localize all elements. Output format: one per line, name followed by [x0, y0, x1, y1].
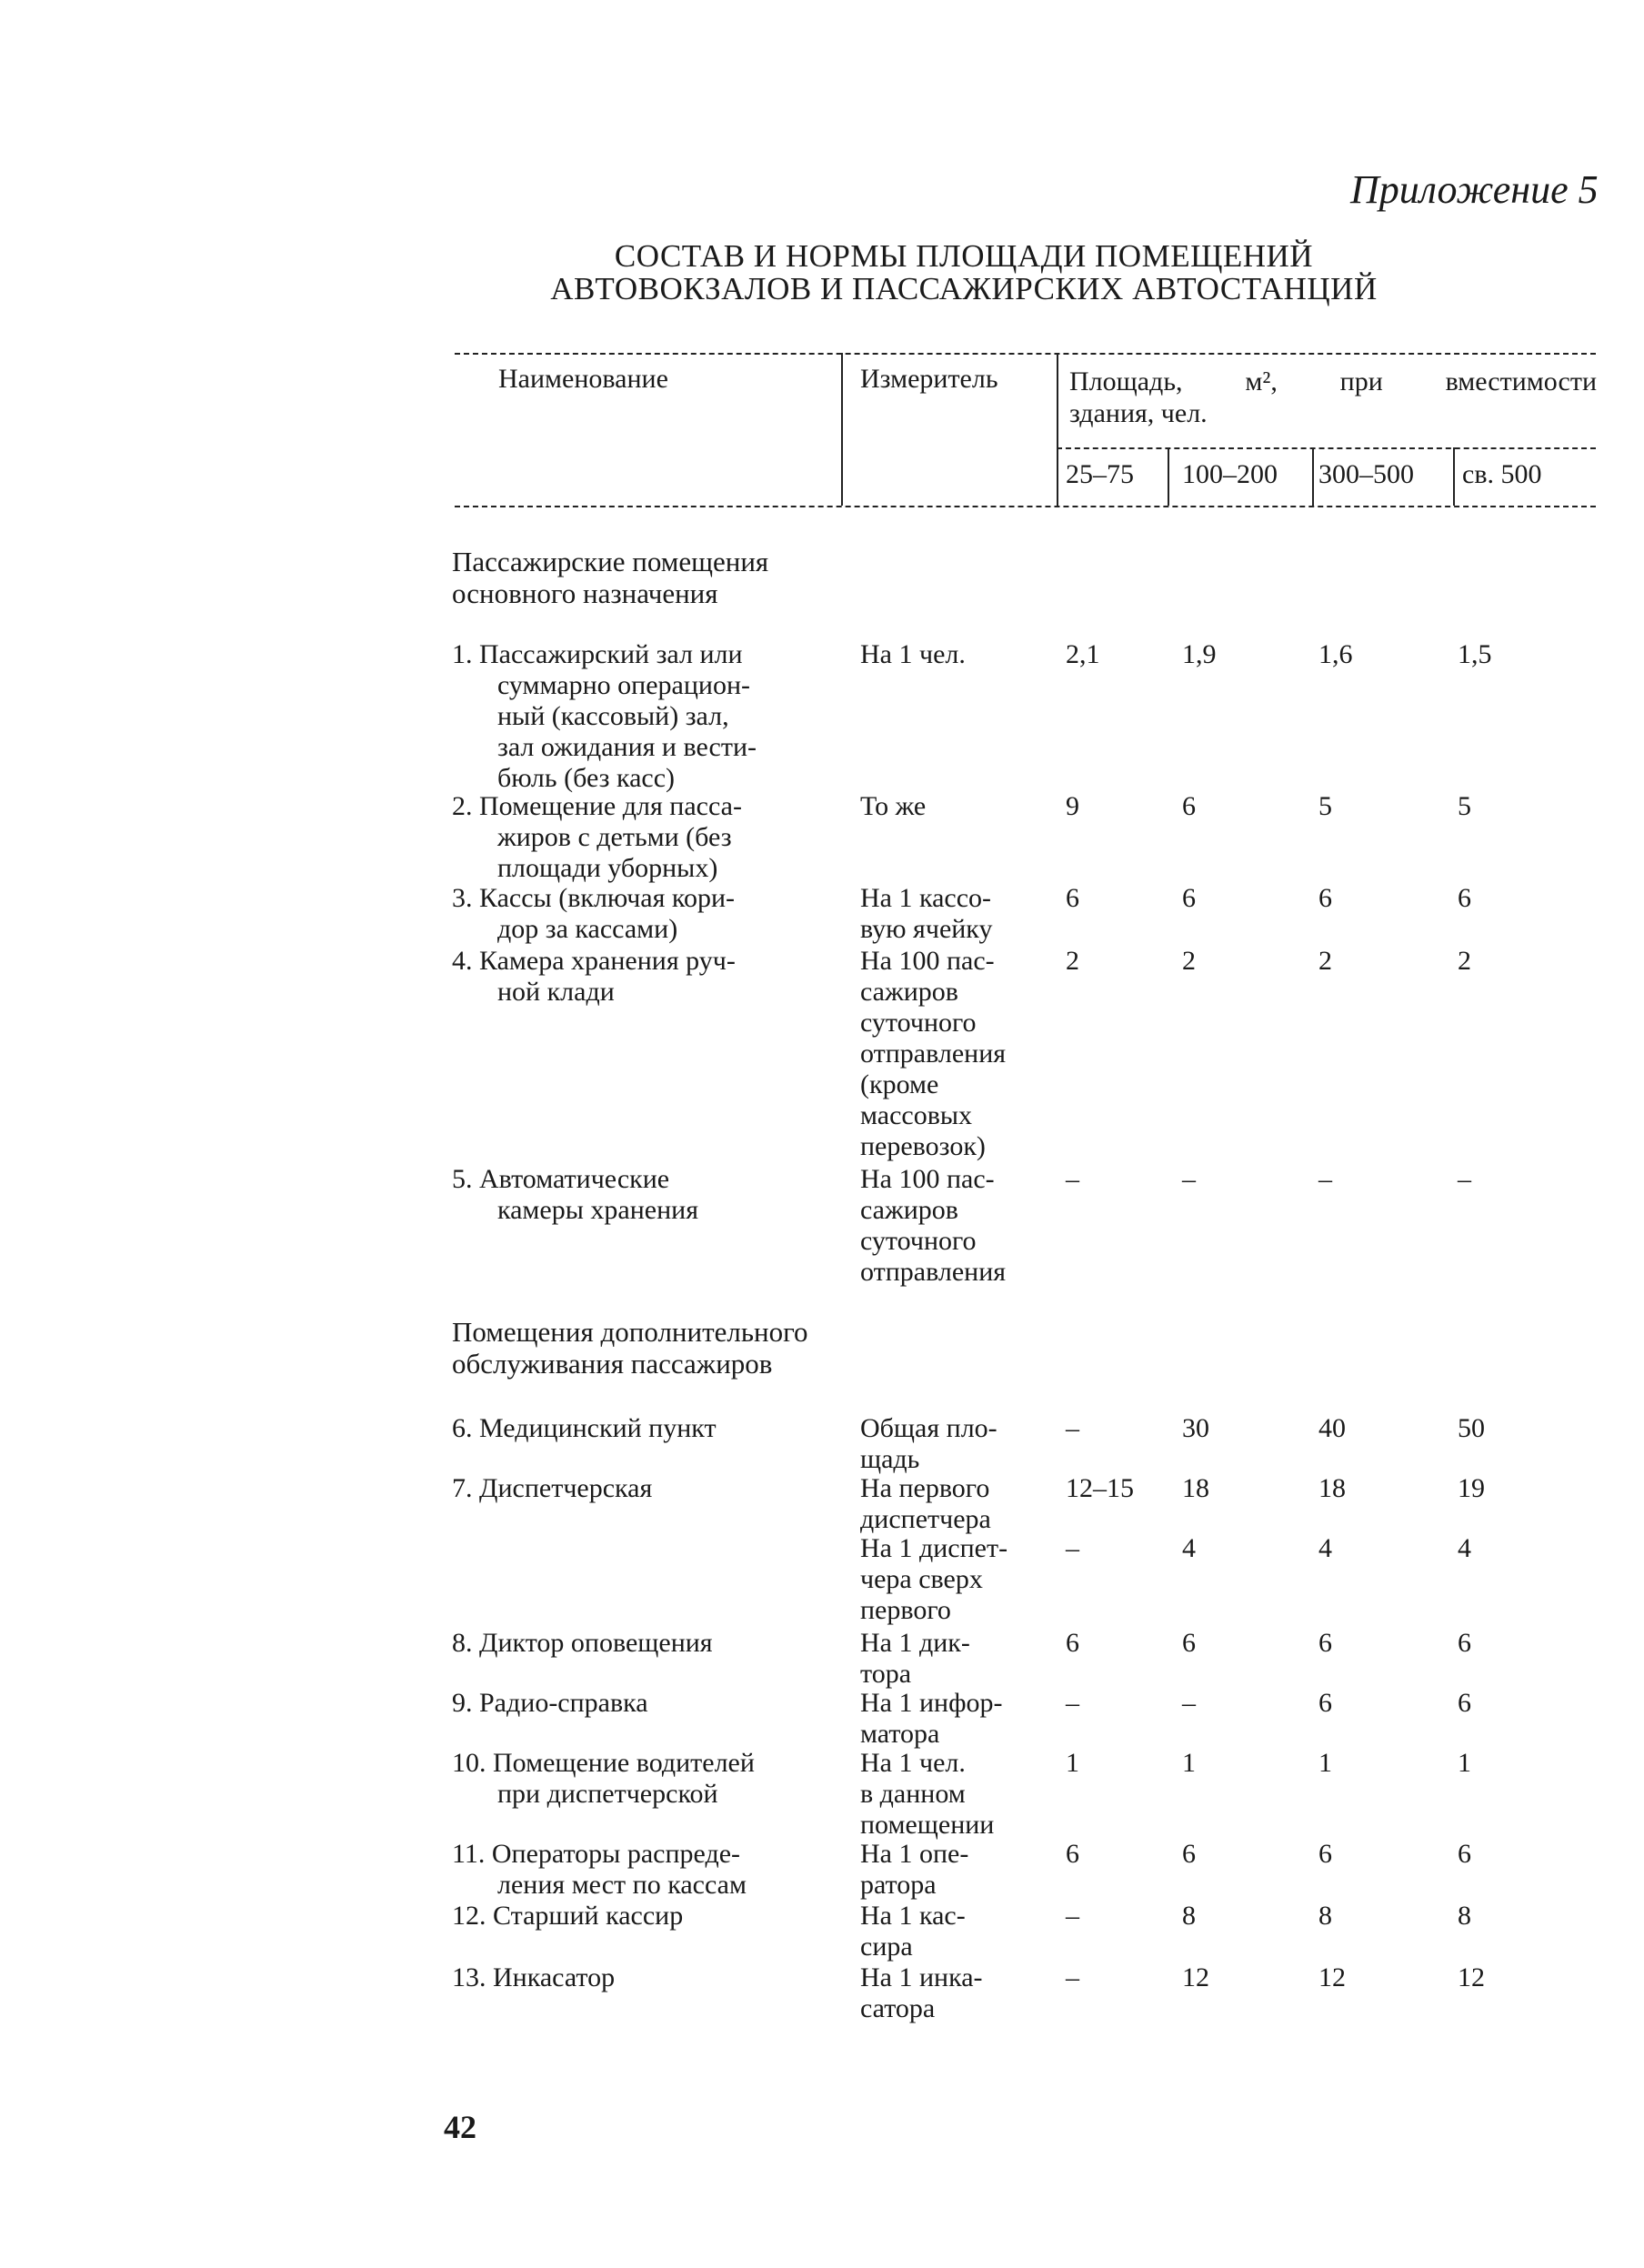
- row-name-line: зал ожидания и вести-: [497, 732, 757, 762]
- row-name-line: 13. Инкасатор: [452, 1962, 616, 1992]
- row-value-cap4: 4: [1458, 1533, 1471, 1563]
- row-unit-line: массовых: [860, 1100, 973, 1130]
- row-name-line: дор за кассами): [497, 914, 678, 944]
- header-area-line2: здания, чел.: [1069, 398, 1208, 428]
- document-title-line2: АВТОВОКЗАЛОВ И ПАССАЖИРСКИХ АВТОСТАНЦИЙ: [550, 271, 1378, 306]
- row-value-cap2: 6: [1182, 791, 1196, 821]
- row-name-line: 10. Помещение водителей: [452, 1748, 755, 1778]
- row-value-cap1: –: [1066, 1533, 1079, 1563]
- row-unit-line: На 1 чел.: [860, 1748, 966, 1778]
- row-unit-line: сатора: [860, 1993, 936, 2023]
- header-bottom-rule: [455, 506, 1596, 507]
- row-name-line: 3. Кассы (включая кори-: [452, 883, 735, 913]
- row-unit-line: На 1 инфор-: [860, 1688, 1003, 1718]
- section-heading-primary: [452, 546, 768, 609]
- header-cap2: 100–200: [1182, 459, 1278, 489]
- row-name-line: ной клади: [497, 977, 615, 1007]
- row-unit-line: помещении: [860, 1810, 995, 1840]
- header-divider-cap2: [1312, 447, 1314, 506]
- row-name-line: 11. Операторы распреде-: [452, 1839, 741, 1869]
- row-value-cap2: 6: [1182, 1839, 1196, 1869]
- row-value-cap2: 18: [1182, 1473, 1209, 1503]
- appendix-label: Приложение 5: [1350, 167, 1599, 212]
- row-value-cap4: 8: [1458, 1901, 1471, 1931]
- row-value-cap3: 6: [1318, 1628, 1332, 1658]
- header-cap4: св. 500: [1462, 459, 1542, 489]
- row-unit-line: На 1 инка-: [860, 1962, 983, 1992]
- row-unit-line: щадь: [860, 1444, 920, 1474]
- header-top-rule: [455, 353, 1596, 355]
- row-unit-line: сажиров: [860, 977, 958, 1007]
- section-heading-additional-line2: обслуживания пассажиров: [452, 1348, 773, 1380]
- header-cap3: 300–500: [1318, 459, 1414, 489]
- row-value-cap4: –: [1458, 1164, 1471, 1194]
- header-cap1: 25–75: [1066, 459, 1134, 489]
- row-unit-line: (кроме: [860, 1069, 939, 1099]
- row-name-line: 5. Автоматические: [452, 1164, 670, 1194]
- row-name-line: 6. Медицинский пункт: [452, 1413, 717, 1443]
- row-value-cap1: –: [1066, 1164, 1079, 1194]
- row-unit-line: сажиров: [860, 1195, 958, 1225]
- row-value-cap2: 6: [1182, 1628, 1196, 1658]
- row-value-cap1: 9: [1066, 791, 1079, 821]
- row-value-cap3: 5: [1318, 791, 1332, 821]
- row-value-cap1: –: [1066, 1901, 1079, 1931]
- row-name-line: камеры хранения: [497, 1195, 698, 1225]
- row-value-cap4: 50: [1458, 1413, 1485, 1443]
- row-value-cap2: 1: [1182, 1748, 1196, 1778]
- header-divider-cap3: [1453, 447, 1455, 506]
- row-name-line: 9. Радио-справка: [452, 1688, 648, 1718]
- section-heading-additional: [452, 1316, 808, 1380]
- row-value-cap4: 6: [1458, 1628, 1471, 1658]
- row-name-line: суммарно операцион-: [497, 670, 750, 700]
- page-number: 42: [444, 2109, 476, 2145]
- row-unit-line: чера сверх: [860, 1564, 983, 1594]
- row-value-cap3: 4: [1318, 1533, 1332, 1563]
- header-name: Наименование: [498, 364, 668, 394]
- row-value-cap1: 2,1: [1066, 639, 1100, 669]
- row-name-line: 2. Помещение для пасса-: [452, 791, 742, 821]
- row-name-line: при диспетчерской: [497, 1779, 718, 1809]
- header-area-line1: Площадь, м², при вместимости: [1069, 366, 1597, 396]
- row-value-cap1: 6: [1066, 883, 1079, 913]
- row-unit-line: На 1 чел.: [860, 639, 966, 669]
- row-name-line: жиров с детьми (без: [497, 822, 732, 852]
- row-unit-line: На 1 диспет-: [860, 1533, 1008, 1563]
- section-heading-primary-line2: основного назначения: [452, 577, 718, 609]
- header-middle-rule: [1057, 447, 1596, 449]
- row-unit-line: На 1 опе-: [860, 1839, 969, 1869]
- row-value-cap1: 6: [1066, 1839, 1079, 1869]
- row-value-cap3: 2: [1318, 946, 1332, 976]
- row-value-cap1: 1: [1066, 1748, 1079, 1778]
- row-name-line: бюль (без касс): [497, 763, 676, 793]
- row-value-cap4: 6: [1458, 883, 1471, 913]
- header-unit: Измеритель: [860, 364, 998, 394]
- row-unit-line: На 1 кас-: [860, 1901, 966, 1931]
- row-unit-line: На 1 дик-: [860, 1628, 970, 1658]
- row-unit-line: вую ячейку: [860, 914, 993, 944]
- row-value-cap3: 6: [1318, 1839, 1332, 1869]
- row-value-cap4: 12: [1458, 1962, 1485, 1992]
- row-unit-line: суточного: [860, 1226, 977, 1256]
- row-value-cap4: 1,5: [1458, 639, 1492, 669]
- section-heading-primary-line1: Пассажирские помещения: [452, 546, 769, 577]
- row-value-cap2: 2: [1182, 946, 1196, 976]
- row-value-cap3: 8: [1318, 1901, 1332, 1931]
- row-unit-line: перевозок): [860, 1131, 986, 1161]
- row-unit-line: первого: [860, 1595, 951, 1625]
- row-value-cap2: 4: [1182, 1533, 1196, 1563]
- row-value-cap3: 6: [1318, 1688, 1332, 1718]
- row-value-cap1: –: [1066, 1413, 1079, 1443]
- row-value-cap3: 1,6: [1318, 639, 1353, 669]
- row-value-cap2: 8: [1182, 1901, 1196, 1931]
- row-unit-line: суточного: [860, 1008, 977, 1038]
- row-name-line: 12. Старший кассир: [452, 1901, 684, 1931]
- row-unit-line: На первого: [860, 1473, 990, 1503]
- row-name-line: площади уборных): [497, 853, 718, 883]
- row-value-cap2: 12: [1182, 1962, 1209, 1992]
- row-value-cap3: 6: [1318, 883, 1332, 913]
- row-value-cap3: 12: [1318, 1962, 1346, 1992]
- row-value-cap2: –: [1182, 1164, 1196, 1194]
- row-value-cap1: 6: [1066, 1628, 1079, 1658]
- row-value-cap2: –: [1182, 1688, 1196, 1718]
- row-unit-line: На 100 пас-: [860, 1164, 995, 1194]
- row-value-cap2: 1,9: [1182, 639, 1217, 669]
- row-value-cap3: 18: [1318, 1473, 1346, 1503]
- header-divider-unit-area: [1057, 353, 1058, 506]
- row-value-cap1: 2: [1066, 946, 1079, 976]
- row-value-cap1: –: [1066, 1962, 1079, 1992]
- row-unit-line: отправления: [860, 1039, 1007, 1069]
- row-value-cap3: 1: [1318, 1748, 1332, 1778]
- row-value-cap1: –: [1066, 1688, 1079, 1718]
- row-unit-line: То же: [860, 791, 927, 821]
- row-unit-line: матора: [860, 1719, 940, 1749]
- header-divider-name-unit: [841, 353, 843, 506]
- row-unit-line: На 100 пас-: [860, 946, 995, 976]
- row-unit-line: сира: [860, 1932, 913, 1962]
- row-unit-line: в данном: [860, 1779, 966, 1809]
- row-value-cap4: 6: [1458, 1839, 1471, 1869]
- row-name-line: ный (кассовый) зал,: [497, 701, 729, 731]
- document-title-line1: СОСТАВ И НОРМЫ ПЛОЩАДИ ПОМЕЩЕНИЙ: [614, 238, 1314, 274]
- row-unit-line: диспетчера: [860, 1504, 991, 1534]
- row-name-line: 7. Диспетчерская: [452, 1473, 653, 1503]
- header-divider-cap1: [1168, 447, 1169, 506]
- row-value-cap3: –: [1318, 1164, 1332, 1194]
- row-value-cap4: 2: [1458, 946, 1471, 976]
- row-value-cap4: 5: [1458, 791, 1471, 821]
- row-value-cap4: 19: [1458, 1473, 1485, 1503]
- row-unit-line: тора: [860, 1659, 912, 1689]
- row-name-line: 1. Пассажирский зал или: [452, 639, 743, 669]
- row-name-line: 4. Камера хранения руч-: [452, 946, 736, 976]
- row-name-line: ления мест по кассам: [497, 1870, 747, 1900]
- row-unit-line: Общая пло-: [860, 1413, 997, 1443]
- row-value-cap4: 1: [1458, 1748, 1471, 1778]
- row-value-cap1: 12–15: [1066, 1473, 1134, 1503]
- row-unit-line: На 1 кассо-: [860, 883, 992, 913]
- row-unit-line: ратора: [860, 1870, 937, 1900]
- row-value-cap2: 30: [1182, 1413, 1209, 1443]
- row-value-cap4: 6: [1458, 1688, 1471, 1718]
- row-unit-line: отправления: [860, 1257, 1007, 1287]
- row-value-cap3: 40: [1318, 1413, 1346, 1443]
- row-name-line: 8. Диктор оповещения: [452, 1628, 713, 1658]
- section-heading-additional-line1: Помещения дополнительного: [452, 1316, 808, 1348]
- row-value-cap2: 6: [1182, 883, 1196, 913]
